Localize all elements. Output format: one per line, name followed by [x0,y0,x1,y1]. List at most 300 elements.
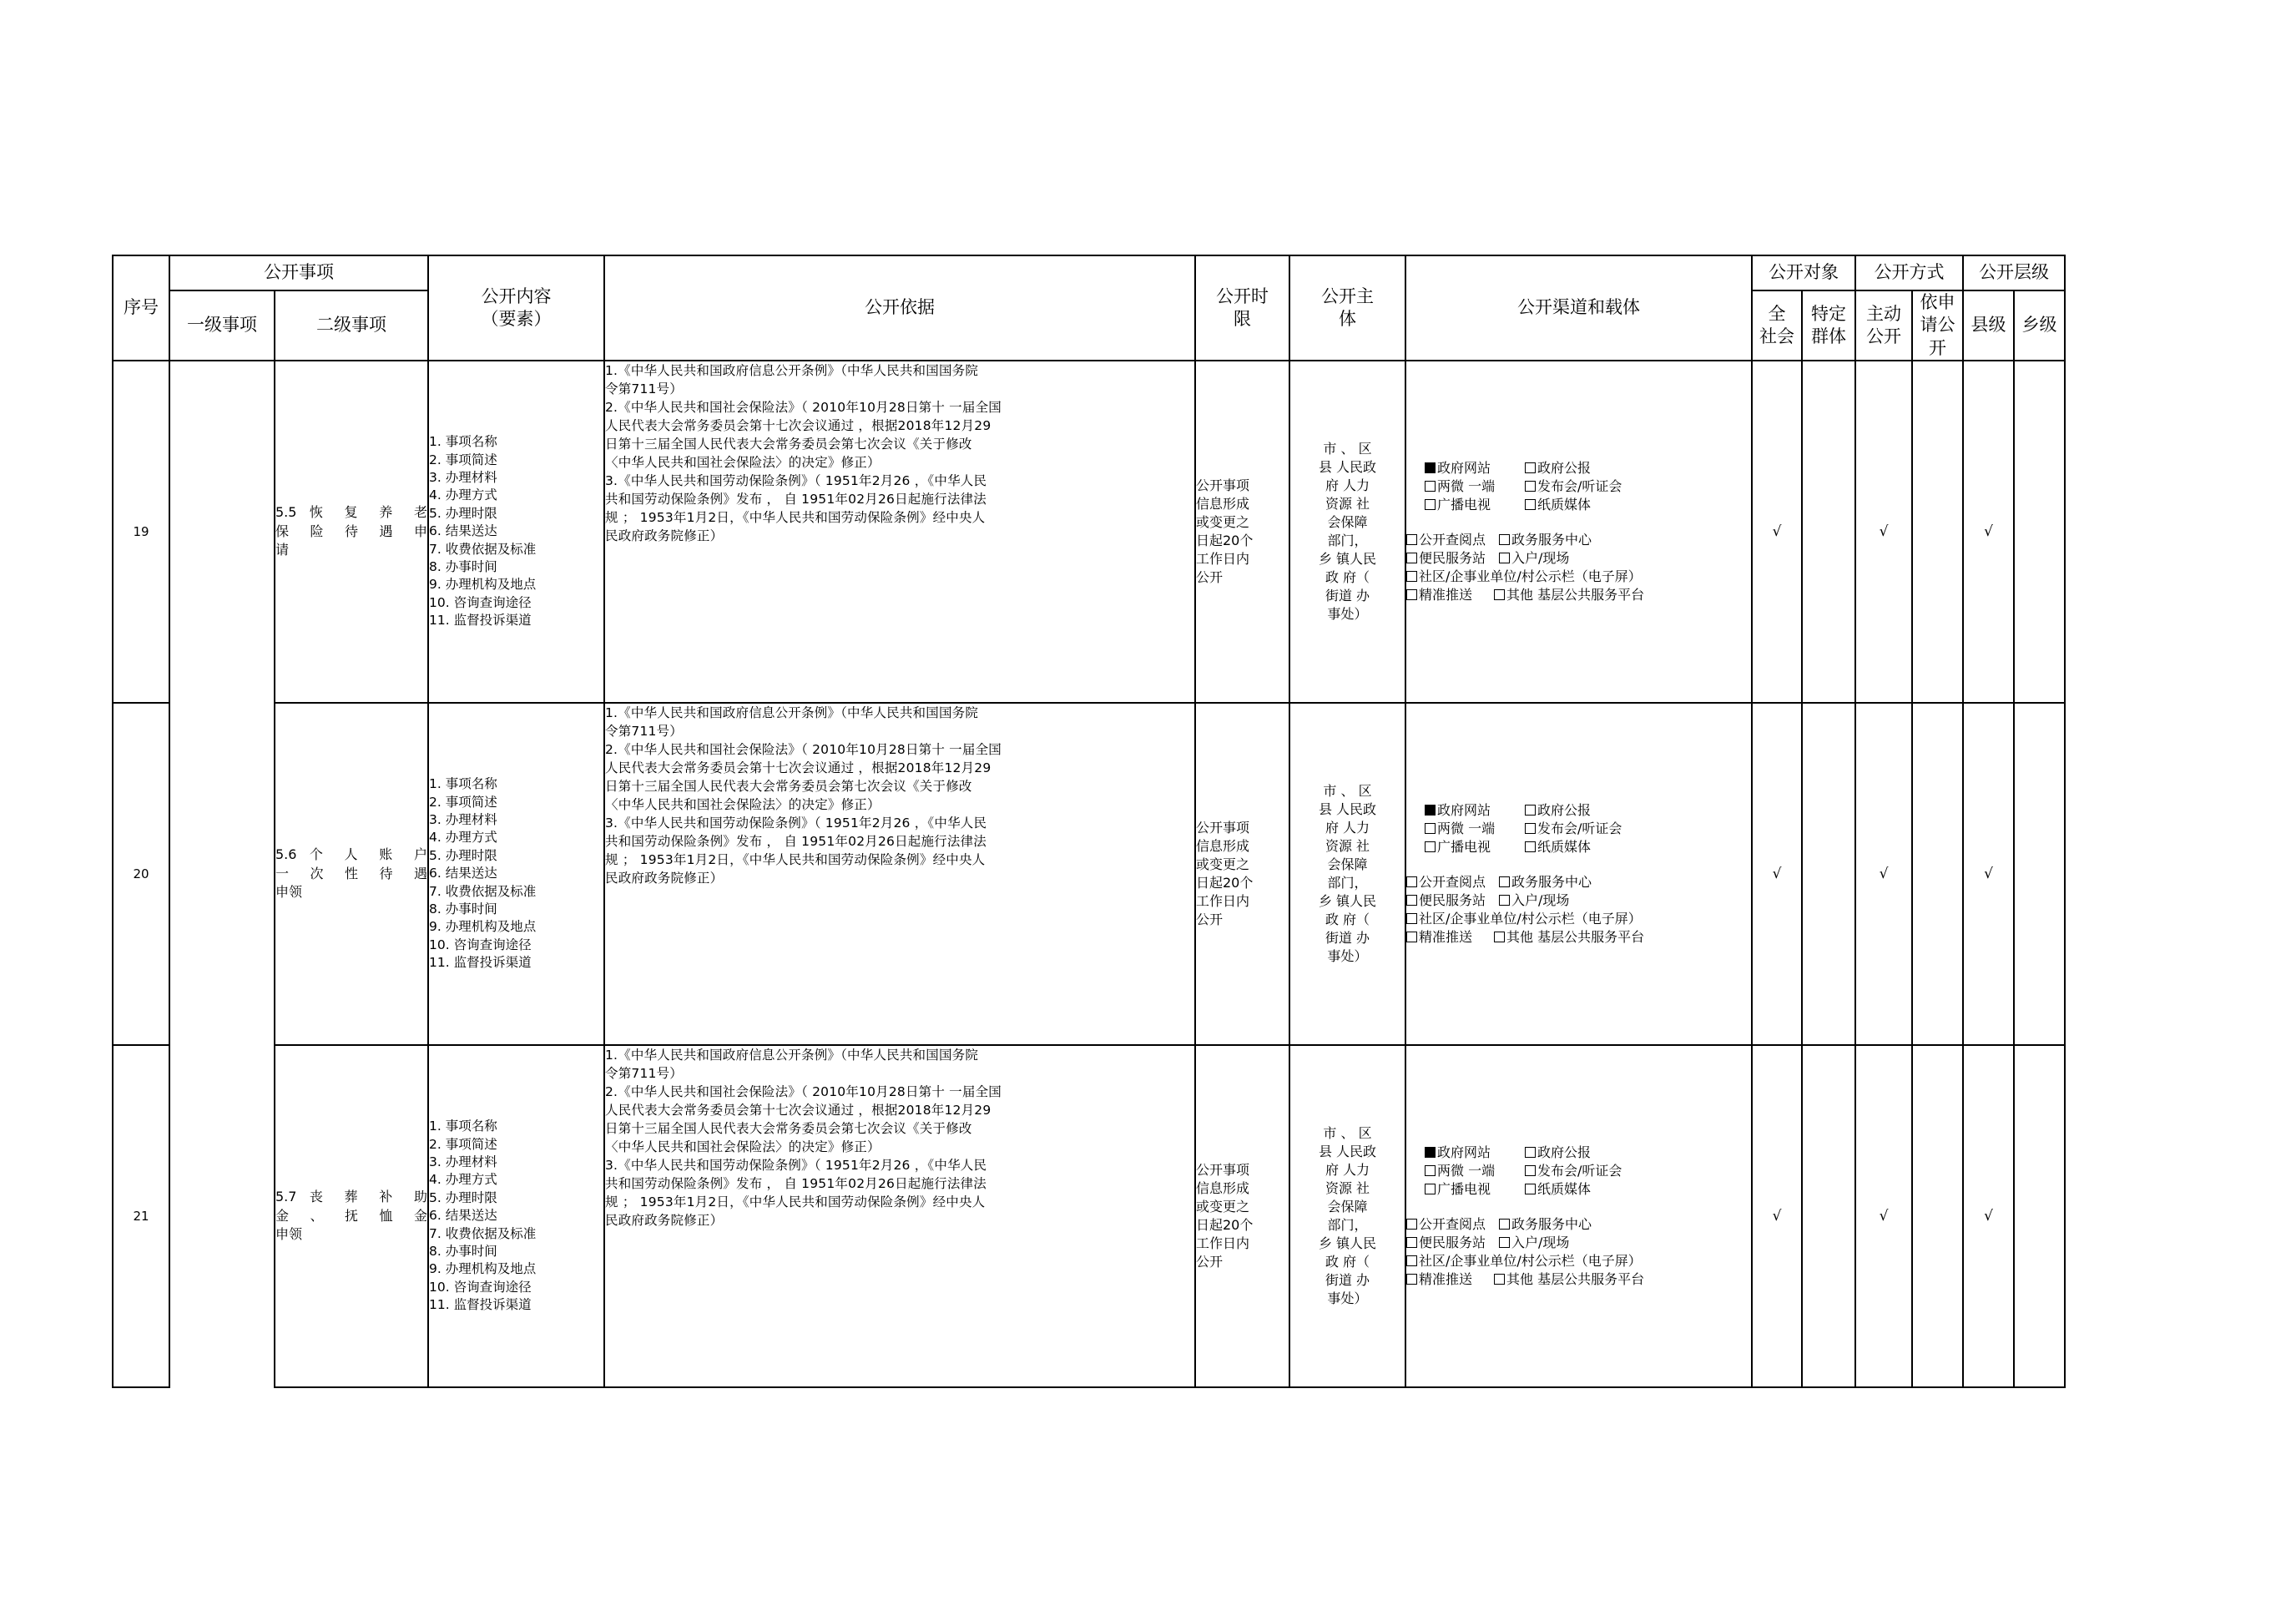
subject-line: 市 、 区 [1323,1124,1372,1141]
content-item: 2. 事项简述 [429,1136,497,1152]
checkbox-icon [1494,932,1505,942]
content-item: 10. 咨询查询途径 [429,594,532,610]
channel-option-label: 公开查阅点 [1419,873,1486,890]
channel-list-line [1406,891,1751,910]
header-method: 公开方式 [1855,255,1963,290]
checkbox-icon [1406,1255,1417,1266]
method-apply-mark [1912,1045,1963,1387]
channel-option-label: 政府公报 [1537,801,1592,818]
time-line: 信息形成 [1196,1179,1250,1196]
content-item: 2. 事项简述 [429,452,497,467]
channel-option-label: 纸质媒体 [1537,1180,1592,1197]
checkbox-icon [1525,1165,1536,1176]
channel-option-label: 纸质媒体 [1537,838,1592,855]
channel-option [1406,1235,1486,1250]
method-active-mark: √ [1855,361,1912,703]
basis-line: 人民代表大会常务委员会第十七次会议通过 ，根据2018年12月29 [605,1102,992,1118]
channel-option-label: 公开查阅点 [1419,1215,1486,1232]
checkbox-icon [1525,481,1536,492]
channel-option [1425,1144,1525,1162]
level-town-mark [2014,361,2065,703]
disclosure-time [1195,703,1289,1045]
channel-grid [1425,459,1751,514]
time-line: 工作日内 [1196,1235,1250,1251]
channel-list [1406,1215,1751,1289]
subject-line: 政 府（ [1325,569,1370,586]
channel-option-label: 入户/现场 [1511,891,1570,908]
channel-list-line [1406,873,1751,891]
basis-line: 〈中华人民共和国社会保险法〉的决定》修正） [605,796,881,812]
content-item: 11. 监督投诉渠道 [429,1297,532,1313]
content-item: 3. 办理材料 [429,1154,497,1170]
checkbox-icon [1525,1147,1536,1158]
channel-cell [1405,703,1752,1045]
header-method-apply-line1: 依申 [1920,292,1955,312]
table-body [113,361,2065,1387]
checkbox-icon [1494,1274,1505,1285]
target-special-mark [1802,703,1855,1045]
basis-line: 规 ； 1953年1月2日，《中华人民共和国劳动保险条例》经中央人 [605,1194,986,1209]
target-all-mark: √ [1752,361,1802,703]
level2-line: 保 险 待 遇 申 [275,523,427,539]
channel-option-label: 政府公报 [1537,459,1592,476]
channel-option [1494,1271,1644,1287]
basis-line: 共和国劳动保险条例》发布 ， 自 1951年02月26日起施行法律法 [605,1175,987,1191]
checkbox-icon [1406,1219,1417,1230]
checkbox-icon [1406,932,1417,942]
subject-line: 府 人力 [1325,477,1370,493]
target-special-mark [1802,361,1855,703]
subject-line: 政 府（ [1325,911,1370,928]
channel-option [1525,496,1658,514]
channel-option-label: 广播电视 [1437,838,1491,855]
channel-option [1406,587,1472,603]
channel-option-label: 发布会/听证会 [1537,1162,1622,1179]
subject-line: 资源 社 [1325,495,1370,512]
basis-line: 3.《中华人民共和国劳动保险条例》（ 1951年2月26 ，《中华人民 [605,815,987,831]
time-line: 信息形成 [1196,495,1250,512]
time-line: 公开 [1196,1254,1224,1270]
header-subject [1289,255,1405,361]
subject-line: 市 、 区 [1323,782,1372,799]
basis-line: 2.《中华人民共和国社会保险法》（ 2010年10月28日第十 一届全国 [605,1083,1002,1099]
level-town-mark [2014,1045,2065,1387]
channel-option-label: 纸质媒体 [1537,496,1592,513]
content-elements [428,703,604,1045]
channel-option-label: 发布会/听证会 [1537,820,1622,836]
basis-line: 1.《中华人民共和国政府信息公开条例》（中华人民共和国国务院 [605,704,979,720]
content-item: 5. 办理时限 [429,847,497,863]
content-item: 11. 监督投诉渠道 [429,955,532,971]
channel-option-label: 入户/现场 [1511,549,1570,566]
channel-option-label: 入户/现场 [1511,1234,1570,1250]
checkbox-icon [1525,823,1536,834]
time-line: 信息形成 [1196,837,1250,854]
content-item: 7. 收费依据及标准 [429,1225,537,1241]
header-seq: 序号 [113,255,169,361]
subject-line: 乡 镇人民 [1318,892,1377,909]
header-target-special-line1: 特定 [1811,303,1846,324]
content-list [429,433,603,629]
content-item: 1. 事项名称 [429,1119,497,1134]
channel-option [1494,929,1644,945]
header-content-line2: （要素） [481,308,552,329]
method-active-mark: √ [1855,703,1912,1045]
checkbox-icon [1525,1184,1536,1194]
header-item-group: 公开事项 [169,255,428,290]
basis-line: 民政府政务院修正） [605,870,724,886]
time-line: 公开事项 [1196,477,1250,493]
channel-option-label: 精准推送 [1419,1271,1473,1288]
channel-option [1499,1216,1592,1232]
channel-option-label: 政务服务中心 [1511,1215,1592,1232]
content-item: 5. 办理时限 [429,1189,497,1205]
channel-option [1406,1253,1642,1269]
level2-item [275,1045,428,1387]
checked-box-icon [1425,1147,1436,1158]
channel-option [1406,550,1486,566]
checkbox-icon [1406,589,1417,600]
channel-option-label: 两微 一端 [1437,477,1496,494]
checked-box-icon [1425,805,1436,816]
subject-line: 资源 社 [1325,837,1370,854]
checkbox-icon [1406,876,1417,887]
header-level-town: 乡级 [2014,290,2065,361]
checkbox-icon [1406,913,1417,924]
channel-option [1406,532,1486,548]
checkbox-icon [1499,1219,1510,1230]
header-target-special [1802,290,1855,361]
basis-line: 〈中华人民共和国社会保险法〉的决定》修正） [605,454,881,470]
channel-list-line [1406,531,1751,549]
header-channel: 公开渠道和载体 [1405,255,1752,361]
subject-line: 乡 镇人民 [1318,550,1377,567]
subject-line: 街道 办 [1325,588,1370,604]
channel-option [1406,874,1486,890]
channel-list [1406,873,1751,947]
header-method-active-line2: 公开 [1866,326,1901,346]
legal-basis [604,703,1195,1045]
content-item: 6. 结果送达 [429,1208,497,1224]
level2-item [275,703,428,1045]
channel-option [1525,1144,1658,1162]
header-method-apply-line3: 开 [1929,337,1946,358]
channel-option-label: 其他 基层公共服务平台 [1506,1271,1645,1288]
content-item: 9. 办理机构及地点 [429,1261,537,1277]
channel-option-label: 两微 一端 [1437,820,1496,836]
channel-option-label: 政府网站 [1437,1144,1491,1160]
channel-option [1525,820,1658,838]
channel-option [1494,587,1644,603]
subject-line: 会保障 [1327,856,1368,872]
target-special-mark [1802,1045,1855,1387]
channel-option-label: 广播电视 [1437,1180,1491,1197]
checkbox-icon [1499,1237,1510,1248]
method-active-mark: √ [1855,1045,1912,1387]
target-all-mark: √ [1752,1045,1802,1387]
channel-option [1406,1216,1486,1232]
channel-list-line [1406,568,1751,586]
subject-line: 市 、 区 [1323,440,1372,457]
channel-option-label: 政务服务中心 [1511,873,1592,890]
table-row [113,1045,2065,1387]
basis-line: 1.《中华人民共和国政府信息公开条例》（中华人民共和国国务院 [605,362,979,378]
subject-line: 县 人民政 [1318,1143,1377,1159]
content-item: 3. 办理材料 [429,812,497,828]
subject-line: 府 人力 [1325,1161,1370,1178]
level2-line: 5.6 个 人 账 户 [275,846,427,863]
channel-option-label: 其他 基层公共服务平台 [1506,929,1645,946]
header-level1: 一级事项 [169,290,275,361]
channel-option-label: 政府网站 [1437,801,1491,818]
basis-line: 〈中华人民共和国社会保险法〉的决定》修正） [605,1139,881,1154]
header-method-active [1855,290,1912,361]
time-line: 工作日内 [1196,550,1250,567]
channel-cell [1405,1045,1752,1387]
level-county-mark: √ [1963,1045,2014,1387]
basis-line: 日第十三届全国人民代表大会常务委员会第七次会议《关于修改 [605,1120,972,1136]
content-item: 8. 办事时间 [429,1243,497,1259]
table-row [113,361,2065,703]
content-item: 2. 事项简述 [429,794,497,810]
content-item: 8. 办事时间 [429,558,497,574]
level-county-mark: √ [1963,361,2014,703]
channel-option-label: 社区/企事业单位/村公示栏（电子屏） [1419,568,1642,584]
time-line: 公开 [1196,911,1224,928]
level1-cell [169,361,275,703]
level2-line: 金 、 抚 恤 金 [275,1207,427,1224]
subject-line: 事处） [1327,606,1368,623]
channel-list-line [1406,928,1751,947]
header-time-line1: 公开时 [1216,285,1269,306]
checkbox-icon [1499,534,1510,545]
subject-line: 会保障 [1327,513,1368,530]
checkbox-icon [1406,571,1417,582]
content-item: 8. 办事时间 [429,901,497,917]
table-row [113,703,2065,1045]
time-line: 或变更之 [1196,1198,1250,1214]
basis-line: 人民代表大会常务委员会第十七次会议通过 ，根据2018年12月29 [605,417,992,433]
subject-line: 资源 社 [1325,1179,1370,1196]
channel-option-label: 便民服务站 [1419,549,1486,566]
subject-line: 部门， [1327,874,1368,891]
channel-option-label: 其他 基层公共服务平台 [1506,587,1645,603]
basis-line: 2.《中华人民共和国社会保险法》（ 2010年10月28日第十 一届全国 [605,399,1002,415]
content-list [429,775,603,972]
channel-list-line [1406,1215,1751,1234]
content-item: 5. 办理时限 [429,505,497,521]
row-number: 20 [113,703,169,1045]
channel-option-label: 便民服务站 [1419,1234,1486,1250]
disclosure-subject [1289,1045,1405,1387]
channel-option [1406,911,1642,927]
subject-line: 乡 镇人民 [1318,1235,1377,1251]
channel-option [1499,892,1569,908]
checkbox-icon [1425,1184,1436,1194]
checkbox-icon [1494,589,1505,600]
header-method-active-line1: 主动 [1866,303,1901,324]
level2-line: 申领 [275,1226,303,1243]
channel-grid [1425,1144,1751,1199]
disclosure-subject [1289,703,1405,1045]
content-item: 9. 办理机构及地点 [429,577,537,593]
checkbox-icon [1525,462,1536,473]
content-list [429,1118,603,1314]
header-target-all-line1: 全 [1768,303,1786,324]
level-county-mark: √ [1963,703,2014,1045]
channel-option [1525,838,1658,856]
channel-option [1525,801,1658,820]
channel-list-line [1406,549,1751,568]
channel-option-label: 发布会/听证会 [1537,477,1622,494]
time-line: 日起20个 [1196,532,1254,548]
channel-option-label: 政务服务中心 [1511,531,1592,548]
channel-option [1425,459,1525,477]
subject-line: 县 人民政 [1318,458,1377,475]
subject-line: 事处） [1327,948,1368,965]
channel-cell [1405,361,1752,703]
channel-list-line [1406,1270,1751,1289]
channel-option [1406,1271,1472,1287]
channel-option [1425,477,1525,496]
channel-option [1499,532,1592,548]
basis-line: 令第711号） [605,381,683,396]
checkbox-icon [1406,1237,1417,1248]
content-item: 6. 结果送达 [429,866,497,881]
channel-option [1525,477,1658,496]
checkbox-icon [1499,895,1510,906]
channel-option-label: 精准推送 [1419,587,1473,603]
channel-option-label: 精准推送 [1419,929,1473,946]
disclosure-time [1195,361,1289,703]
basis-line: 规 ； 1953年1月2日，《中华人民共和国劳动保险条例》经中央人 [605,851,986,867]
channel-option [1425,820,1525,838]
header-subject-line1: 公开主 [1321,285,1374,306]
basis-line: 共和国劳动保险条例》发布 ， 自 1951年02月26日起施行法律法 [605,491,987,507]
checkbox-icon [1425,1165,1436,1176]
level2-item [275,361,428,703]
time-line: 公开 [1196,569,1224,586]
subject-line: 街道 办 [1325,930,1370,947]
content-item: 9. 办理机构及地点 [429,919,537,935]
basis-line: 日第十三届全国人民代表大会常务委员会第七次会议《关于修改 [605,778,972,794]
level2-line: 请 [275,542,290,558]
header-method-apply [1912,290,1963,361]
checkbox-icon [1406,553,1417,563]
content-item: 7. 收费依据及标准 [429,883,537,899]
checkbox-icon [1499,553,1510,563]
content-item: 10. 咨询查询途径 [429,937,532,952]
content-item: 4. 办理方式 [429,1172,497,1188]
channel-option [1525,1162,1658,1180]
channel-option-label: 社区/企事业单位/村公示栏（电子屏） [1419,911,1642,927]
basis-line: 人民代表大会常务委员会第十七次会议通过 ，根据2018年12月29 [605,760,992,775]
channel-list-line [1406,586,1751,604]
checkbox-icon [1425,499,1436,510]
level2-line: 5.5 恢 复 养 老 [275,504,427,521]
header-content-line1: 公开内容 [481,285,552,306]
subject-line: 府 人力 [1325,819,1370,836]
content-item: 4. 办理方式 [429,487,497,503]
time-line: 或变更之 [1196,856,1250,872]
content-item: 10. 咨询查询途径 [429,1279,532,1295]
channel-option [1425,1162,1525,1180]
channel-option [1425,801,1525,820]
subject-line: 街道 办 [1325,1272,1370,1289]
channel-option [1499,1235,1569,1250]
checkbox-icon [1425,481,1436,492]
level1-cell [169,703,275,1045]
header-level-county: 县级 [1963,290,2014,361]
channel-option [1425,838,1525,856]
header-time-line2: 限 [1234,308,1251,329]
basis-line: 共和国劳动保险条例》发布 ， 自 1951年02月26日起施行法律法 [605,833,987,849]
subject-line: 部门， [1327,532,1368,548]
channel-option-label: 公开查阅点 [1419,531,1486,548]
header-target: 公开对象 [1752,255,1855,290]
checkbox-icon [1525,499,1536,510]
checkbox-icon [1425,841,1436,852]
level2-line: 5.7 丧 葬 补 助 [275,1189,427,1205]
header-target-all [1752,290,1802,361]
channel-option [1406,568,1642,584]
time-line: 日起20个 [1196,1216,1254,1233]
content-elements [428,1045,604,1387]
channel-option [1406,892,1486,908]
checkbox-icon [1406,1274,1417,1285]
basis-line: 民政府政务院修正） [605,528,724,543]
subject-line: 政 府（ [1325,1254,1370,1270]
channel-option [1406,929,1472,945]
basis-line: 日第十三届全国人民代表大会常务委员会第七次会议《关于修改 [605,436,972,452]
channel-option [1425,1180,1525,1199]
level2-line: 申领 [275,884,303,901]
header-method-apply-line2: 请公 [1920,315,1955,336]
subject-line: 县 人民政 [1318,800,1377,817]
header-content [428,255,604,361]
disclosure-time [1195,1045,1289,1387]
level1-cell [169,1045,275,1387]
content-item: 1. 事项名称 [429,434,497,450]
subject-line: 事处） [1327,1290,1368,1307]
channel-option-label: 政府公报 [1537,1144,1592,1160]
checkbox-icon [1499,876,1510,887]
header-time [1195,255,1289,361]
content-item: 4. 办理方式 [429,830,497,846]
channel-list [1406,531,1751,604]
channel-option-label: 社区/企事业单位/村公示栏（电子屏） [1419,1253,1642,1269]
header-basis: 公开依据 [604,255,1195,361]
channel-option-label: 便民服务站 [1419,891,1486,908]
header-target-special-line2: 群体 [1811,326,1846,346]
content-item: 7. 收费依据及标准 [429,541,537,557]
basis-line: 令第711号） [605,723,683,739]
legal-basis [604,1045,1195,1387]
basis-line: 3.《中华人民共和国劳动保险条例》（ 1951年2月26 ，《中华人民 [605,472,987,488]
time-line: 公开事项 [1196,1161,1250,1178]
header-level2: 二级事项 [275,290,428,361]
channel-option [1525,1180,1658,1199]
subject-line: 部门， [1327,1216,1368,1233]
header-row-1 [113,255,2065,290]
disclosure-table [112,255,2066,1388]
content-item: 1. 事项名称 [429,776,497,792]
channel-option-label: 政府网站 [1437,459,1491,476]
channel-list-line [1406,1234,1751,1252]
content-item: 3. 办理材料 [429,470,497,486]
basis-line: 3.《中华人民共和国劳动保险条例》（ 1951年2月26 ，《中华人民 [605,1157,987,1173]
level2-line: 一 次 性 待 遇 [275,865,427,881]
